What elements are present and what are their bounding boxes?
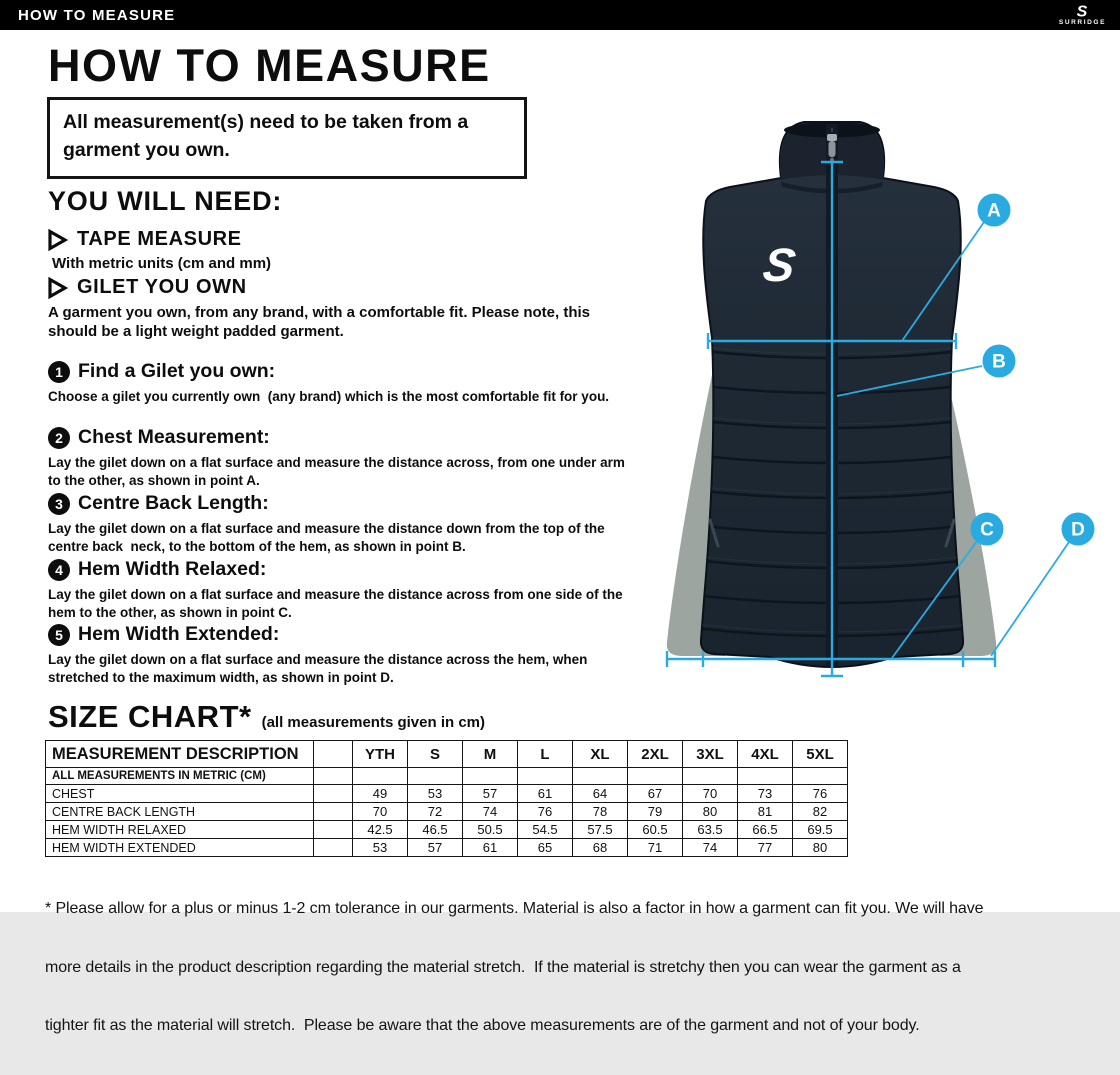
step-title: Find a Gilet you own:	[78, 360, 276, 382]
step-title: Hem Width Extended:	[78, 623, 280, 645]
size-value: 67	[628, 785, 683, 803]
top-bar	[0, 0, 1120, 30]
need-item-label: TAPE MEASURE	[77, 228, 242, 250]
size-value: 73	[738, 785, 793, 803]
step-header	[48, 360, 648, 383]
row-label: HEM WIDTH RELAXED	[46, 821, 314, 839]
surridge-s-icon	[1071, 3, 1093, 19]
size-value: 82	[793, 803, 848, 821]
brand-name: SURRIDGE	[1058, 19, 1106, 27]
step-description: Lay the gilet down on a flat surface and measure the distance down from the top of the centre back neck, to the bottom of the hem, as shown in point B.	[48, 521, 609, 554]
step-header	[48, 558, 648, 581]
step-3	[48, 492, 648, 555]
size-value: 70	[353, 803, 408, 821]
top-bar-title: HOW TO MEASURE	[18, 6, 176, 24]
step-description: Choose a gilet you currently own (any brand) which is the most comfortable fit for you.	[48, 389, 610, 404]
footnote-line: * Please allow for a plus or minus 1-2 cm tolerance in our garments. Material is also a factor in how a garment can fit you. We will have	[45, 900, 984, 917]
row-label: CHEST	[46, 785, 314, 803]
need-item-label: GILET YOU OWN	[77, 276, 247, 298]
point-label-c: C	[980, 519, 994, 541]
page-title: HOW TO MEASURE	[48, 40, 491, 91]
size-chart-title: SIZE CHART*	[48, 699, 252, 734]
size-chart-table	[45, 740, 848, 857]
column-header: L	[518, 741, 573, 768]
callout-line-d	[991, 542, 1069, 656]
size-value: 78	[573, 803, 628, 821]
step-2	[48, 426, 648, 489]
need-item-description: A garment you own, from any brand, with a comfortable fit. Please note, this should be a light weight padded garment.	[48, 304, 595, 341]
column-header: YTH	[353, 741, 408, 768]
table-header-row	[46, 741, 848, 768]
column-header: 4XL	[738, 741, 793, 768]
step-title: Chest Measurement:	[78, 426, 270, 448]
gilet-diagram	[630, 100, 1120, 720]
size-value: 57	[408, 839, 463, 857]
step-description: Lay the gilet down on a flat surface and measure the distance across the hem, when stretched to the maximum width, as shown in point D.	[48, 652, 592, 685]
size-value: 61	[463, 839, 518, 857]
size-value: 71	[628, 839, 683, 857]
row-label: CENTRE BACK LENGTH	[46, 803, 314, 821]
play-triangle-icon	[46, 277, 68, 299]
gilet-illustration	[630, 100, 1120, 720]
size-value: 81	[738, 803, 793, 821]
table-row-hem-width-relaxed	[46, 821, 848, 839]
column-header	[314, 741, 353, 768]
footnote-line: tighter fit as the material will stretch. Please be aware that the above measurements are of the garment and not of your body.	[45, 1017, 920, 1034]
size-value: 63.5	[683, 821, 738, 839]
size-value: 69.5	[793, 821, 848, 839]
need-item-tape-measure	[46, 228, 242, 251]
size-value: 53	[408, 785, 463, 803]
step-title: Centre Back Length:	[78, 492, 269, 514]
gilet-chest-logo: S	[759, 239, 799, 292]
size-value: 61	[518, 785, 573, 803]
step-description: Lay the gilet down on a flat surface and measure the distance across, from one under arm to the other, as shown in point A.	[48, 455, 629, 488]
size-value: 54.5	[518, 821, 573, 839]
size-value: 42.5	[353, 821, 408, 839]
column-header: MEASUREMENT DESCRIPTION	[46, 741, 314, 768]
size-value: 76	[793, 785, 848, 803]
size-value: 60.5	[628, 821, 683, 839]
size-value: 79	[628, 803, 683, 821]
column-header: S	[408, 741, 463, 768]
step-title: Hem Width Relaxed:	[78, 558, 267, 580]
step-1	[48, 360, 648, 406]
step-number-badge: 5	[48, 624, 70, 646]
brand-mark-letter: S	[1077, 3, 1088, 21]
table-metric-row	[46, 768, 848, 785]
size-value: 76	[518, 803, 573, 821]
step-number-badge: 1	[48, 361, 70, 383]
size-value: 65	[518, 839, 573, 857]
play-triangle-icon	[46, 229, 68, 251]
point-label-a: A	[987, 200, 1001, 222]
table-row-centre-back-length	[46, 803, 848, 821]
table-row-hem-width-extended	[46, 839, 848, 857]
footnote-line: more details in the product description regarding the material stretch. If the material is stretchy then you can wear the garment as a	[45, 958, 961, 976]
step-number-badge: 3	[48, 493, 70, 515]
note-text: All measurement(s) need to be taken from a garment you own.	[63, 111, 469, 161]
row-label: HEM WIDTH EXTENDED	[46, 839, 314, 857]
you-will-need-title: YOU WILL NEED:	[48, 186, 283, 216]
size-value: 80	[683, 803, 738, 821]
table-row-chest	[46, 785, 848, 803]
size-value: 50.5	[463, 821, 518, 839]
need-item-gilet	[46, 276, 247, 299]
size-value: 72	[408, 803, 463, 821]
size-value: 77	[738, 839, 793, 857]
column-header: M	[463, 741, 518, 768]
tolerance-footnote	[45, 860, 983, 1075]
size-value: 80	[793, 839, 848, 857]
size-value: 66.5	[738, 821, 793, 839]
brand-logo	[1059, 3, 1106, 27]
step-number-badge: 2	[48, 427, 70, 449]
metric-note-cell: ALL MEASUREMENTS IN METRIC (CM)	[46, 768, 314, 785]
column-header: 5XL	[793, 741, 848, 768]
size-value: 46.5	[408, 821, 463, 839]
step-header	[48, 492, 648, 515]
column-header: 3XL	[683, 741, 738, 768]
column-header: 2XL	[628, 741, 683, 768]
step-number-badge: 4	[48, 559, 70, 581]
size-chart-subtitle: (all measurements given in cm)	[261, 714, 485, 731]
step-5	[48, 623, 648, 686]
step-header	[48, 623, 648, 646]
size-value: 57.5	[573, 821, 628, 839]
step-description: Lay the gilet down on a flat surface and measure the distance across from one side of the hem to the other, as shown in point C.	[48, 587, 627, 620]
step-4	[48, 558, 648, 621]
measurement-point-badges	[971, 194, 1095, 546]
point-label-b: B	[992, 351, 1006, 373]
size-value: 64	[573, 785, 628, 803]
note-box	[47, 97, 527, 179]
size-value: 74	[463, 803, 518, 821]
size-value: 53	[353, 839, 408, 857]
size-value: 74	[683, 839, 738, 857]
need-item-description: With metric units (cm and mm)	[52, 255, 272, 272]
size-value: 49	[353, 785, 408, 803]
point-label-d: D	[1071, 519, 1085, 541]
step-header	[48, 426, 648, 449]
column-header: XL	[573, 741, 628, 768]
size-value: 68	[573, 839, 628, 857]
size-chart-heading	[48, 699, 485, 735]
size-value: 70	[683, 785, 738, 803]
size-value: 57	[463, 785, 518, 803]
